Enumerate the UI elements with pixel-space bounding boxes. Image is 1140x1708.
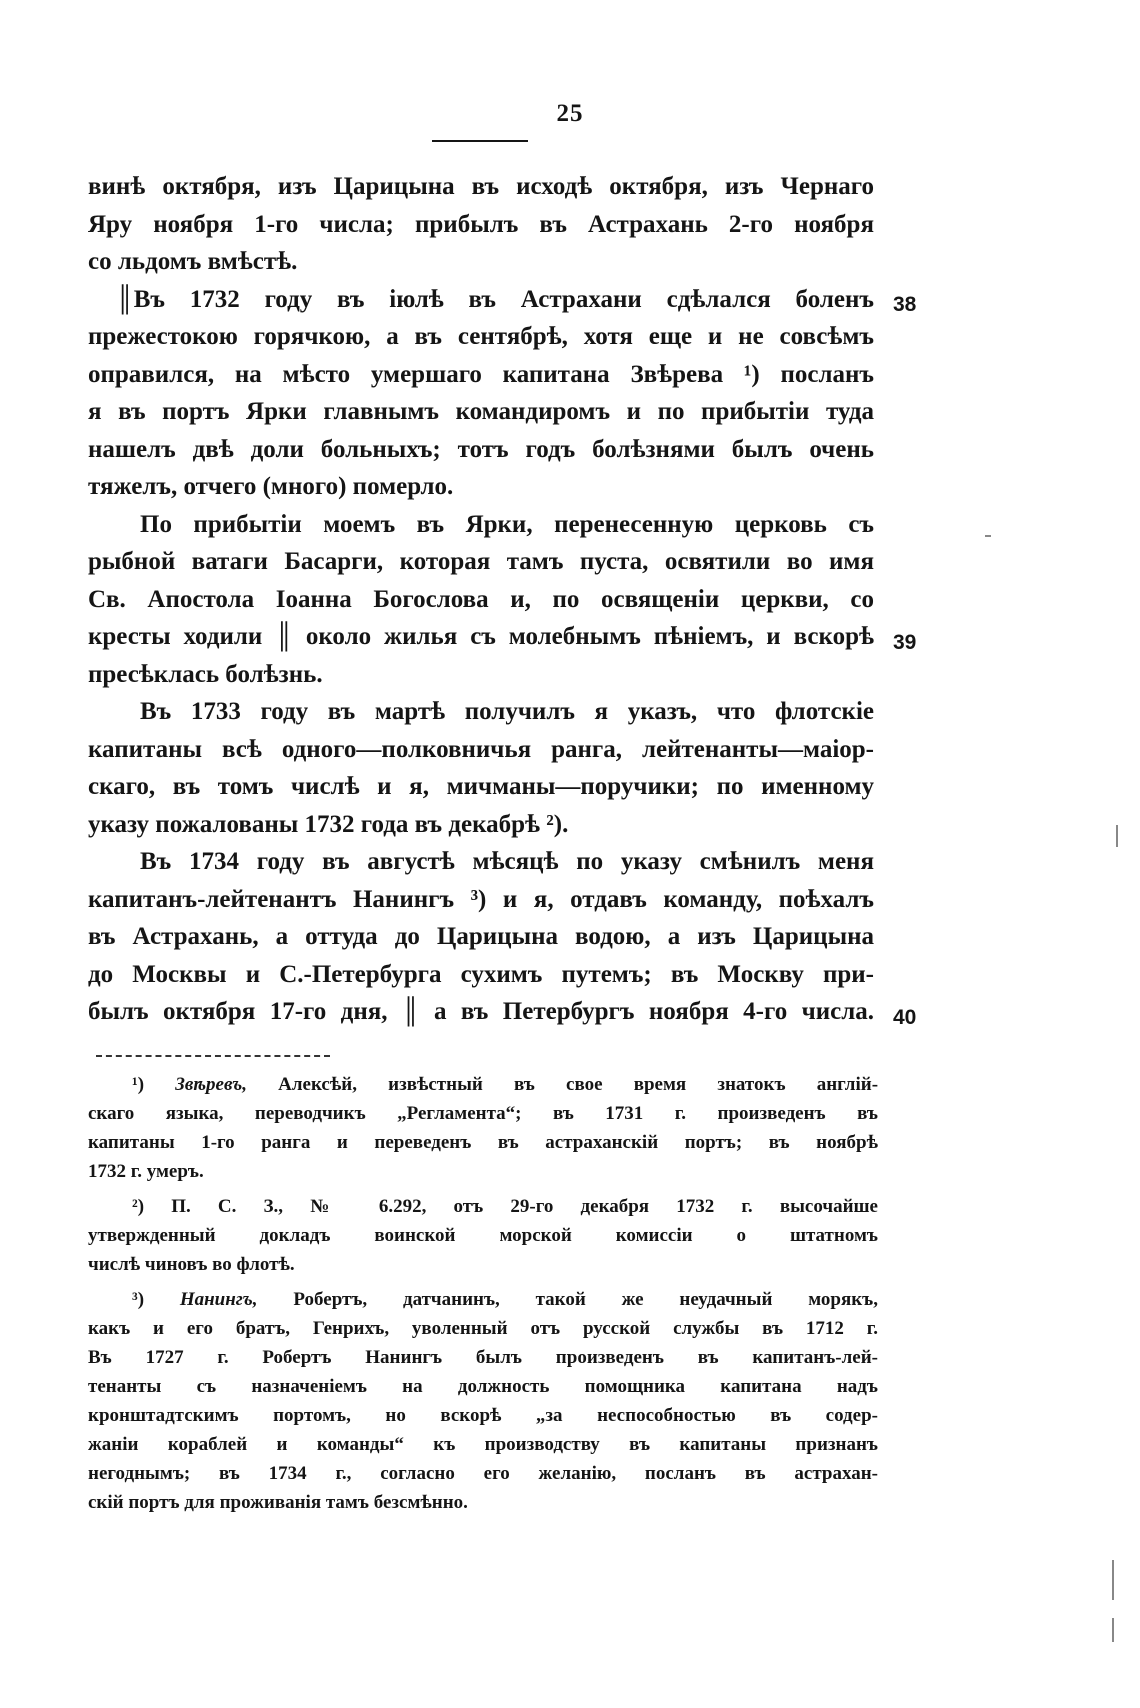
page-number-rule <box>432 140 528 142</box>
text-line: Въ 1733 году въ мартѣ получилъ я указъ, что флотскіе <box>140 698 874 725</box>
footnote-line: скаго языка, переводчикъ „Регламента“; въ 1731 г. произведенъ въ <box>88 1103 878 1124</box>
page-number: 25 <box>556 100 584 127</box>
footnote-line: жаніи кораблей и команды“ къ производству въ капитаны признанъ <box>88 1434 878 1455</box>
footnote-line: негоднымъ; въ 1734 г., согласно его желанію, посланъ въ астрахан- <box>88 1463 878 1484</box>
text-line: скаго, въ томъ числѣ и я, мичманы—поручики; по именному <box>88 773 874 800</box>
text-line: до Москвы и С.-Петербурга сухимъ путемъ; въ Москву при- <box>88 960 874 988</box>
main-text <box>88 168 874 1031</box>
scan-artifact <box>985 535 991 537</box>
scan-artifact <box>1112 1618 1114 1642</box>
footnote-text: Алексѣй, извѣстный въ свое время знатокъ англій- <box>278 1074 878 1095</box>
footnote-line: утвержденный докладъ воинской морской комиссіи о штатномъ <box>88 1225 878 1246</box>
footnote-line: какъ и его братъ, Генрихъ, уволенный отъ русской службы въ 1712 г. <box>88 1318 878 1339</box>
margin-note: 39 <box>893 631 917 654</box>
text-line: Въ 1734 году въ августѣ мѣсяцѣ по указу смѣнилъ меня <box>140 848 874 875</box>
text-line: со льдомъ вмѣстѣ. <box>88 248 298 275</box>
text-line: капитаны всѣ одного—полковничья ранга, лейтенанты—маіор- <box>88 735 874 763</box>
text-line: Св. Апостола Іоанна Богослова и, по освященіи церкви, со <box>88 585 874 613</box>
text-line: въ Астрахань, а оттуда до Царицына водою, а изъ Царицына <box>88 923 874 950</box>
text-line: ║Въ 1732 году въ іюлѣ въ Астрахани сдѣлался боленъ <box>116 285 874 313</box>
scan-artifact <box>1112 1560 1114 1600</box>
text-line: Яру ноября 1-го числа; прибылъ въ Астрахань 2-го ноября <box>88 210 874 238</box>
text-line: оправился, на мѣсто умершаго капитана Звѣрева ¹) посланъ <box>88 360 874 388</box>
text-line: винѣ октября, изъ Царицына въ исходѣ октября, изъ Чернаго <box>88 173 874 200</box>
text-line: рыбной ватаги Басарги, которая тамъ пуста, освятили во имя <box>88 548 874 575</box>
footnote-line: числѣ чиновъ во флотѣ. <box>88 1254 295 1275</box>
footnote-name: Нанингъ, <box>179 1289 258 1310</box>
text-line: нашелъ двѣ доли больныхъ; тотъ годъ болѣзнями былъ очень <box>88 435 874 463</box>
footnote-line: 1732 г. умеръ. <box>88 1161 204 1182</box>
footnote-line <box>88 1070 878 1099</box>
footnote-text: Робертъ, датчанинъ, такой же неудачный морякъ, <box>293 1289 878 1310</box>
text-line: тяжелъ, отчего (много) померло. <box>88 473 454 500</box>
margin-note: 38 <box>893 293 917 316</box>
footnote-mark: ³) <box>132 1289 145 1310</box>
footnote-line: кронштадтскимъ портомъ, но вскорѣ „за неспособностью въ содер- <box>88 1405 878 1426</box>
footnote-line: Въ 1727 г. Робертъ Нанингъ былъ произведенъ въ капитанъ-лей- <box>88 1347 878 1368</box>
text-line: пресѣклась болѣзнь. <box>88 660 323 688</box>
footnote-divider <box>96 1055 330 1057</box>
text-line: По прибытіи моемъ въ Ярки, перенесенную церковь съ <box>140 510 874 538</box>
footnote-line: скій портъ для проживанія тамъ безсмѣнно. <box>88 1492 468 1513</box>
text-line: кресты ходили ║ около жилья съ молебнымъ пѣніемъ, и вскорѣ <box>88 623 874 650</box>
text-line: указу пожалованы 1732 года въ декабрѣ ²). <box>88 810 569 838</box>
footnote-line: капитаны 1-го ранга и переведенъ въ астраханскій портъ; въ ноябрѣ <box>88 1132 878 1153</box>
scan-artifact <box>1116 825 1118 847</box>
footnote-name: Звѣревъ, <box>175 1074 247 1095</box>
text-line: прежестокою горячкою, а въ сентябрѣ, хотя еще и не совсѣмъ <box>88 323 874 350</box>
margin-note: 40 <box>893 1006 917 1029</box>
text-line: я въ портъ Ярки главнымъ командиромъ и по прибытіи туда <box>88 398 874 425</box>
footnote-line: ²) П. С. З., № 6.292, отъ 29-го декабря 1732 г. высочайше <box>132 1196 878 1217</box>
footnote-mark: ¹) <box>132 1074 145 1095</box>
text-line: капитанъ-лейтенантъ Нанингъ ³) и я, отдавъ команду, поѣхалъ <box>88 885 874 913</box>
footnote-line <box>88 1285 878 1314</box>
text-line: былъ октября 17-го дня, ║ а въ Петербургъ ноября 4-го числа. <box>88 998 874 1025</box>
footnote-line: тенанты съ назначеніемъ на должность помощника капитана надъ <box>88 1376 878 1397</box>
footnotes <box>88 1070 878 1517</box>
